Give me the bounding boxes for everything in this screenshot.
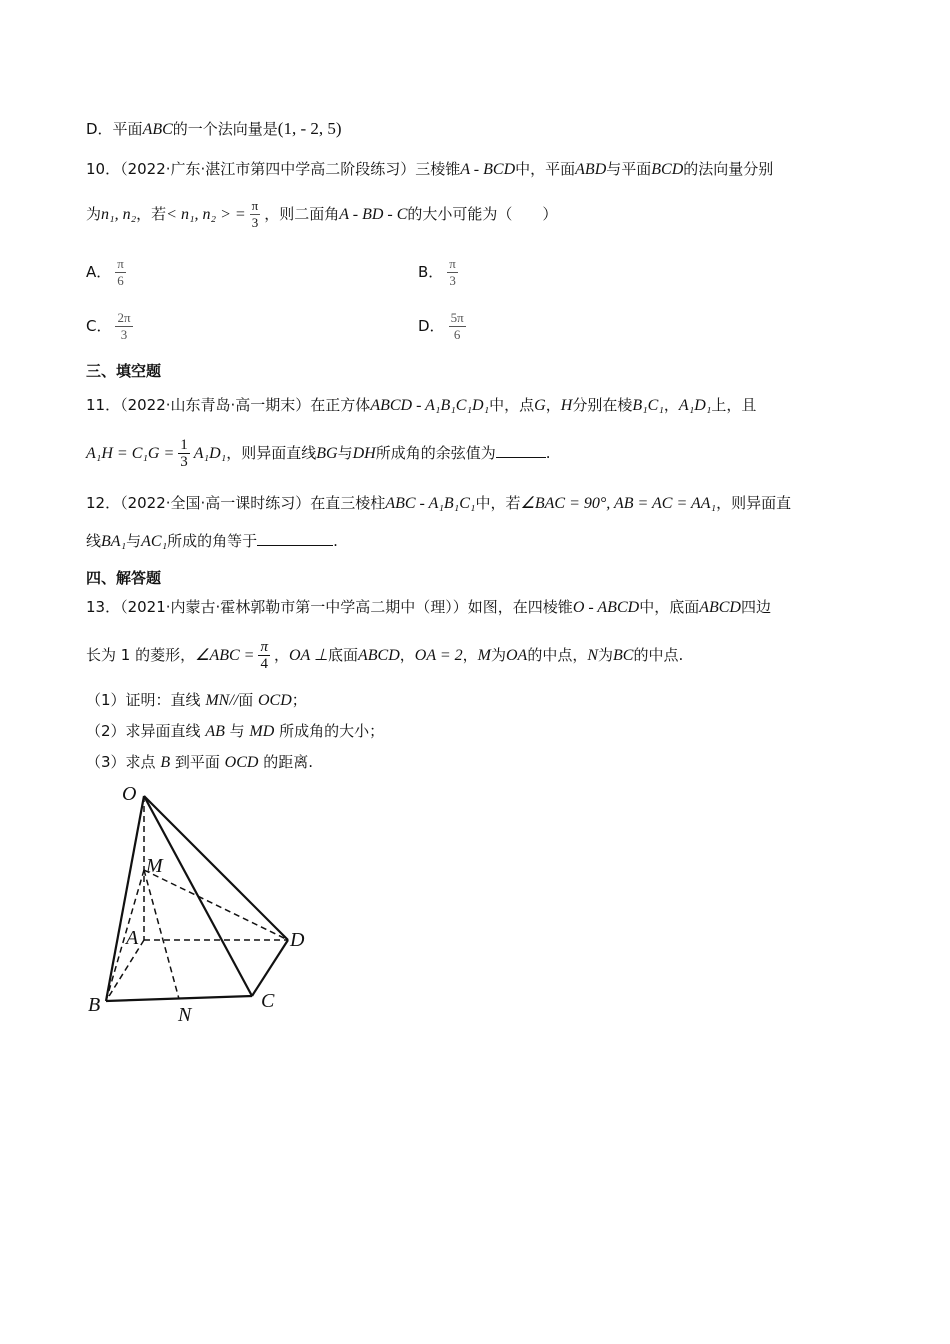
label-a: A: [126, 927, 139, 949]
part-pre: （1）证明：直线: [86, 691, 206, 709]
q12-text2: ，则异面直: [716, 494, 792, 512]
option-label: C．: [86, 317, 112, 335]
part-math2: OCD: [257, 692, 292, 709]
part-math: AB: [205, 723, 225, 740]
q10-dihedral: A - BD - C: [339, 206, 408, 223]
part-math: MN//: [205, 692, 239, 709]
q13-text3: 长为 1 的菱形，: [86, 646, 196, 664]
q10-number: 10．: [86, 160, 121, 178]
part-math: B: [160, 754, 171, 771]
q10-source: （2022·广东·湛江市第四中学高二阶段练习）三棱锥: [120, 160, 461, 178]
q11-line1: [86, 394, 756, 417]
label-d: D: [290, 929, 305, 951]
label-c: C: [261, 990, 275, 1012]
q13-text11: 的中点.: [633, 646, 684, 664]
q13-angle-frac: [258, 639, 270, 672]
q9-d-vector: (1, - 2, 5): [277, 119, 342, 138]
part-post: 的距离.: [258, 753, 313, 771]
q12-cond: ∠BAC = 90°, AB = AC = AA₁: [520, 495, 717, 512]
q10-option-a: [86, 256, 130, 289]
q13-number: 13．: [86, 598, 121, 616]
q13-line1: [86, 596, 771, 619]
q13-part-1: [86, 689, 307, 712]
label-n: N: [178, 1004, 192, 1026]
q11-eq: A₁H = C₁G =: [86, 445, 175, 462]
q13-pyramid: O - ABCD: [572, 599, 640, 616]
q13-oa2: OA: [505, 647, 528, 664]
q9-option-d: [86, 118, 342, 141]
q13-n: N: [587, 647, 598, 664]
q12-prism: ABC - A₁B₁C₁: [385, 495, 476, 512]
q12-line-ac1: AC₁: [141, 533, 168, 550]
part-mid: 到平面: [170, 753, 225, 771]
q13-text6: ，: [399, 646, 415, 664]
q10-normals: n₁, n₂: [101, 206, 137, 223]
q12-text1: 中，若: [475, 494, 521, 512]
q11-text5: 上，且: [711, 396, 757, 414]
q11-frac-num: 1: [180, 437, 188, 453]
q13-text8: 为: [490, 646, 506, 664]
q13-perp: OA ⊥: [288, 647, 328, 664]
q11-answer-blank[interactable]: [496, 443, 546, 458]
q12-line1: [86, 492, 791, 515]
option-label: B．: [418, 263, 444, 281]
option-frac: [447, 256, 458, 289]
q10-plane2: BCD: [651, 161, 684, 178]
option-frac: [115, 310, 132, 343]
edge-od: [144, 796, 288, 940]
q11-edge1: B₁C₁: [632, 397, 664, 414]
q13-m: M: [477, 647, 491, 664]
option-den: 6: [453, 327, 461, 342]
q9-d-mid: 的一个法向量是: [172, 120, 278, 138]
q10-line1: [86, 158, 773, 181]
q10-text5: ，若: [136, 205, 167, 223]
q11-eq-tail: A₁D₁: [193, 445, 227, 462]
part-mid: 面: [238, 691, 258, 709]
part-post: 所成角的大小；: [274, 722, 385, 740]
q13-base2: ABCD: [357, 647, 400, 664]
part-mid: 与: [224, 722, 250, 740]
edge-cd: [252, 940, 288, 996]
option-frac: [449, 310, 466, 343]
q10-plane1: ABD: [575, 161, 607, 178]
q10-option-b: [418, 256, 462, 289]
part-math2: OCD: [224, 754, 259, 771]
option-frac: [115, 256, 126, 289]
part-post: ；: [291, 691, 307, 709]
q13-angle-num: π: [260, 639, 268, 655]
q11-text7: 与: [337, 444, 353, 462]
q13-text7: ，: [462, 646, 478, 664]
q13-source: （2021·内蒙古·霍林郭勒市第一中学高二期中（理））如图，在四棱锥: [120, 598, 573, 616]
q12-number: 12．: [86, 494, 121, 512]
q11-line-dh: DH: [352, 445, 376, 462]
part-pre: （3）求点: [86, 753, 161, 771]
segment-mn: [144, 870, 179, 999]
q11-cube: ABCD - A₁B₁C₁D₁: [370, 397, 490, 414]
label-m: M: [146, 855, 163, 877]
option-num: π: [117, 256, 124, 271]
q13-text5: 底面: [327, 646, 358, 664]
q11-end: .: [545, 444, 551, 462]
q13-line2: [86, 638, 683, 673]
q10-angle-num: π: [251, 198, 259, 213]
q10-angle-den: 3: [251, 215, 259, 230]
q11-h: H: [560, 397, 573, 414]
q12-text5: 所成的角等于: [167, 532, 258, 550]
q13-part-2: [86, 720, 384, 743]
q10-option-d: [418, 310, 470, 343]
q10-text1: 中，平面: [515, 160, 576, 178]
q13-text1: 中，底面: [639, 598, 700, 616]
option-num: 5π: [450, 310, 464, 325]
q11-line2: [86, 436, 551, 471]
q13-bc: BC: [613, 647, 634, 664]
q13-text2: 四边: [740, 598, 771, 616]
q11-text1: 中，点: [489, 396, 535, 414]
q12-text3: 线: [86, 532, 102, 550]
segment-mb: [106, 870, 144, 1001]
q13-angle-den: 4: [260, 656, 268, 672]
q11-text4: ，: [663, 396, 679, 414]
q11-text2: ，: [545, 396, 561, 414]
pyramid-figure: [80, 778, 330, 1028]
q11-frac-den: 3: [180, 454, 188, 470]
q10-option-c: [86, 310, 137, 343]
q11-source: （2022·山东青岛·高一期末）在正方体: [120, 396, 371, 414]
q10-angle-expr: < n₁, n₂ > =: [166, 206, 246, 223]
option-den: 6: [117, 273, 124, 288]
q10-tetra: A - BCD: [460, 161, 516, 178]
edge-oc: [144, 796, 252, 996]
q12-text4: 与: [126, 532, 142, 550]
q13-base: ABCD: [699, 599, 741, 616]
option-den: 3: [120, 327, 128, 342]
q13-part-3: [86, 751, 313, 774]
q13-angle: ∠ABC =: [195, 647, 255, 664]
label-b: B: [88, 994, 101, 1016]
part-pre: （2）求异面直线: [86, 722, 206, 740]
q11-text8: 所成角的余弦值为: [375, 444, 496, 462]
q10-line2: [86, 198, 557, 231]
q10-text6: ，则二面角: [264, 205, 340, 223]
q9-d-prefix: D．平面: [86, 120, 143, 138]
q11-text6: ，则异面直线: [226, 444, 317, 462]
q11-text3: 分别在棱: [572, 396, 633, 414]
q13-text10: 为: [598, 646, 614, 664]
q13-oa: OA = 2: [414, 647, 463, 664]
q11-number: 11．: [86, 396, 121, 414]
q12-answer-blank[interactable]: [257, 531, 333, 546]
option-num: 2π: [117, 310, 131, 325]
q11-edge2: A₁D₁: [678, 397, 712, 414]
q12-line2: [86, 530, 338, 553]
q13-text9: 的中点，: [527, 646, 588, 664]
q12-line-ba1: BA₁: [101, 533, 127, 550]
section-title-fill-in: 三、填空题: [86, 362, 162, 380]
option-label: A．: [86, 263, 112, 281]
q11-line-bg: BG: [316, 445, 338, 462]
option-label: D．: [418, 317, 445, 335]
q11-frac: [178, 437, 190, 470]
q12-end: .: [333, 532, 338, 550]
q11-g: G: [534, 397, 546, 414]
q13-text4: ，: [273, 646, 289, 664]
q12-source: （2022·全国·高一课时练习）在直三棱柱: [120, 494, 386, 512]
section-title-solution: 四、解答题: [86, 569, 162, 587]
q10-text3: 的法向量分别: [683, 160, 774, 178]
option-num: π: [449, 256, 456, 271]
q10-text4: 为: [86, 205, 102, 223]
q10-text7: 的大小可能为（ ）: [407, 205, 558, 223]
q10-text2: 与平面: [606, 160, 652, 178]
q10-angle-frac: [250, 198, 261, 231]
label-o: O: [122, 783, 137, 805]
part-math2: MD: [249, 723, 275, 740]
option-den: 3: [449, 273, 456, 288]
q9-d-plane: ABC: [142, 121, 173, 138]
